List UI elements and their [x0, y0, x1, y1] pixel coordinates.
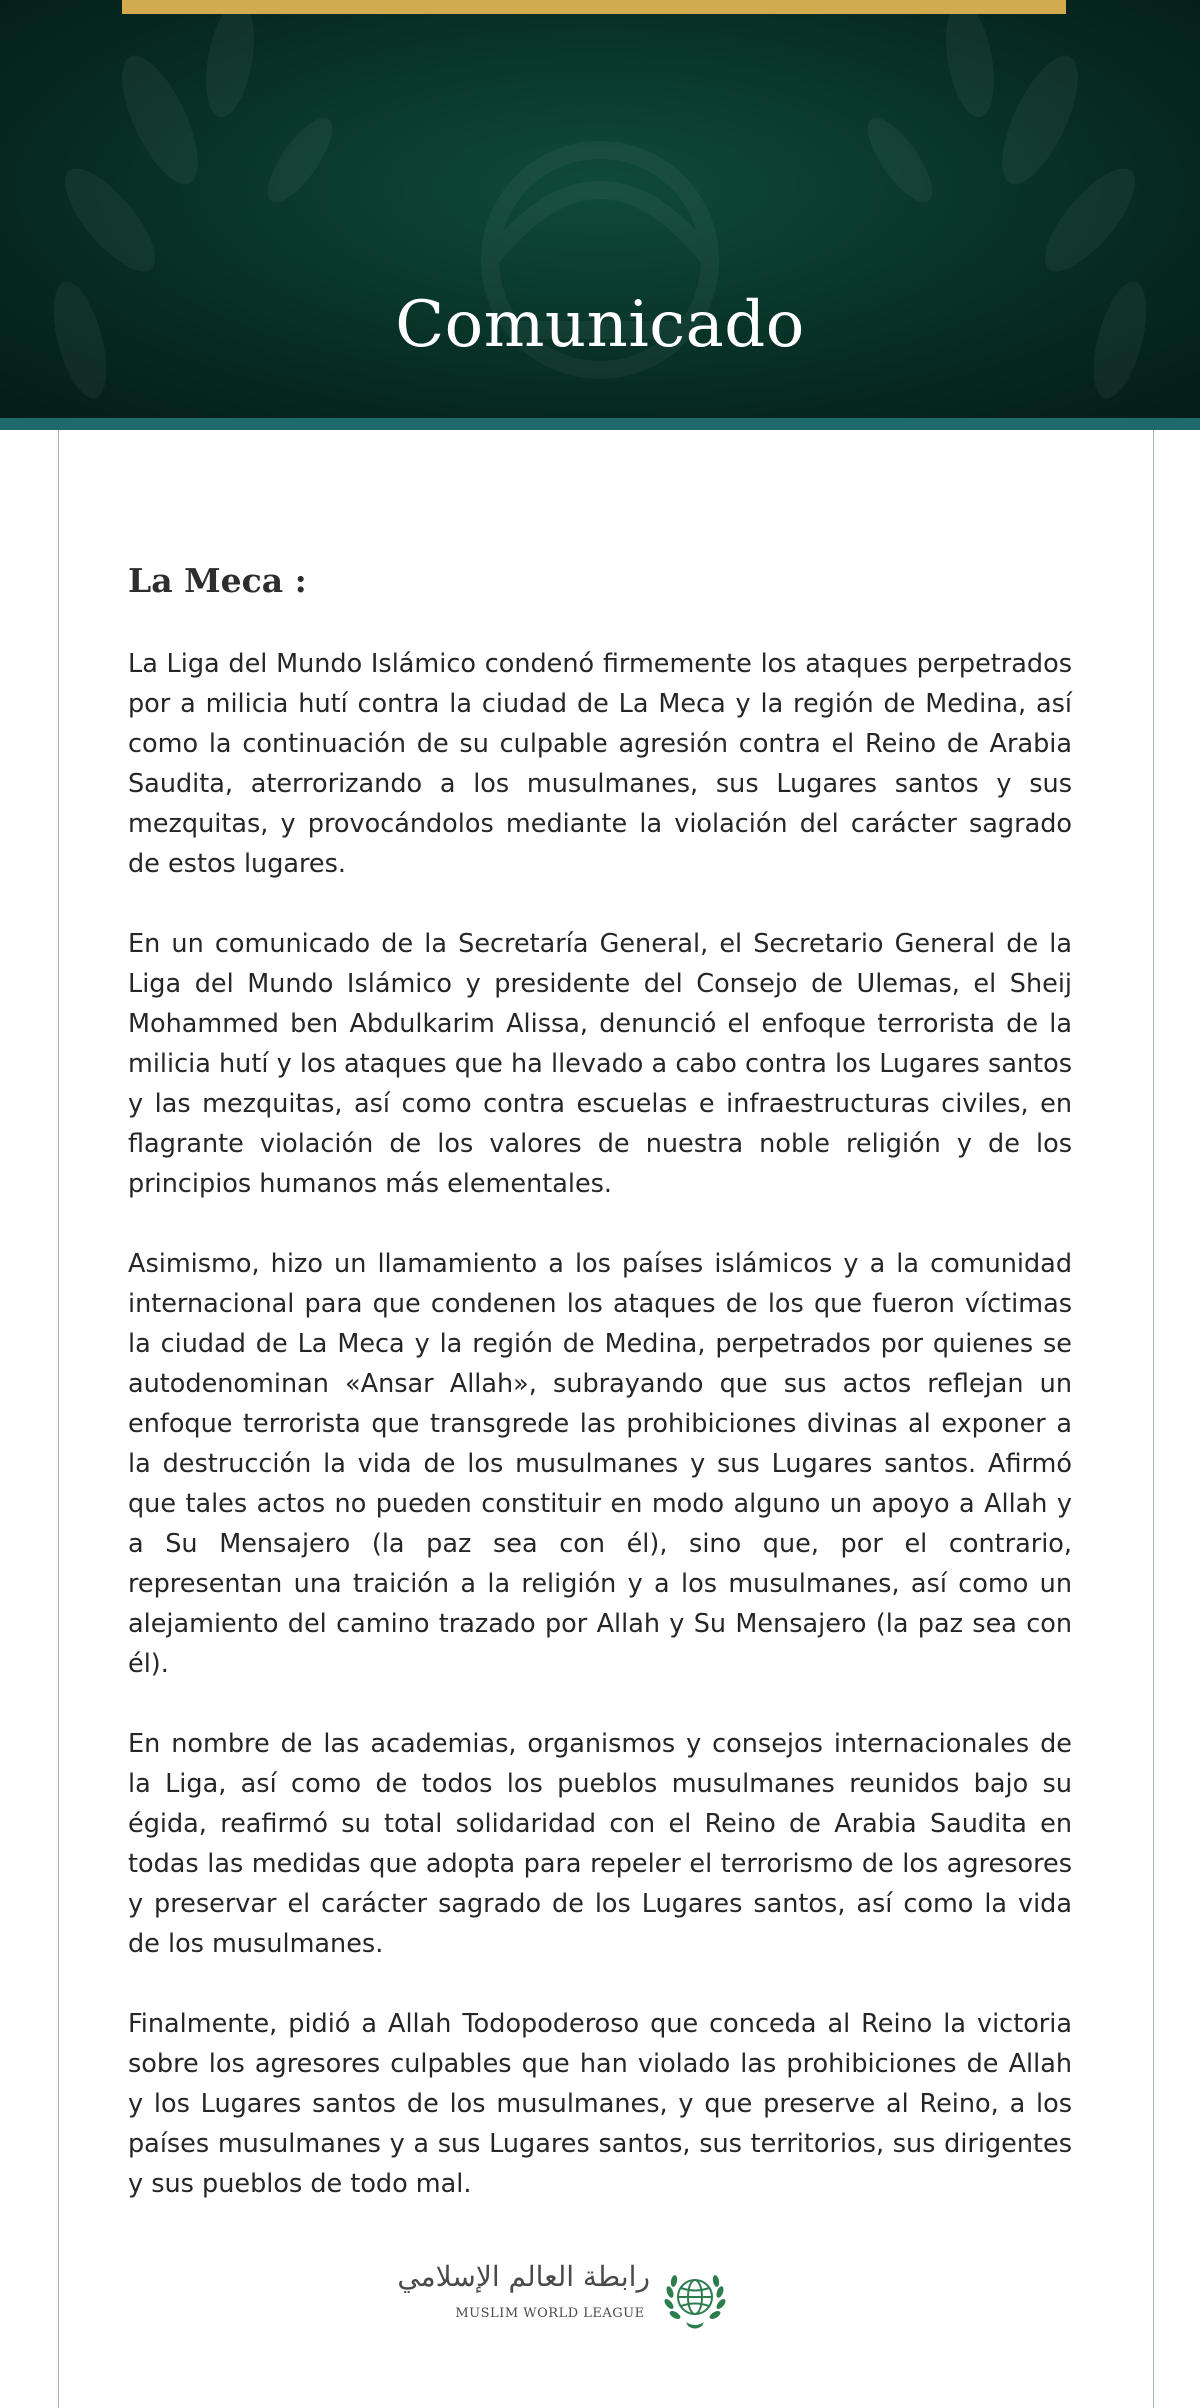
header-banner — [0, 0, 1200, 418]
article-paragraph-5: Finalmente, pidió a Allah Todopoderoso que conceda al Reino la victoria sobre los agresores culpables que han violado las prohibiciones de Allah y los Lugares santos de los musulmanes, y que preserve al Reino, a los países musulmanes y a sus Lugares santos, sus territorios, sus dirigentes y sus pueblos de todo mal. — [128, 2009, 1072, 2199]
teal-divider-bar — [0, 418, 1200, 430]
article-body — [128, 556, 1072, 2244]
dateline: La Meca : — [128, 561, 307, 600]
page-title: Comunicado — [395, 288, 805, 362]
article-paragraph-1: La Liga del Mundo Islámico condenó firmemente los ataques perpetrados por a milicia hutí contra la ciudad de La Meca y la región de Medina, así como la continuación de su culpable agresión contra el Reino de Arabia Saudita, aterrorizando a los musulmanes, sus Lugares santos y sus mezquitas, y provocándolos mediante la violación del carácter sagrado de estos lugares. — [128, 649, 1072, 879]
muslim-world-league-logo — [397, 2258, 748, 2338]
article-paragraph-2: En un comunicado de la Secretaría General, el Secretario General de la Liga del Mundo Islámico y presidente del Consejo de Ulemas, el Sheij Mohammed ben Abdulkarim Alissa, denunció el enfoque terrorista de la milicia hutí y los ataques que ha llevado a cabo contra los Lugares santos y las mezquitas, así como contra escuelas e infraestructuras civiles, en flagrante violación de los valores de nuestra noble religión y de los principios humanos más elementales. — [128, 929, 1072, 1199]
frame-right-line — [1153, 430, 1154, 2408]
article-paragraph-4: En nombre de las academias, organismos y consejos internacionales de la Liga, así como de todos los pueblos musulmanes reunidos bajo su égida, reafirmó su total solidaridad con el Reino de Arabia Saudita en todas las medidas que adopta para repeler el terrorismo de los agresores y preservar el carácter sagrado de los Lugares santos, así como la vida de los musulmanes. — [128, 1729, 1072, 1959]
logo-english-text: MUSLIM WORLD LEAGUE — [455, 2306, 645, 2321]
globe-wreath-icon — [658, 2262, 732, 2336]
logo-arabic-text: رابطة العالم الإسلامي — [397, 2260, 650, 2293]
gold-top-bar — [122, 0, 1066, 14]
article-paragraph-3: Asimismo, hizo un llamamiento a los países islámicos y a la comunidad internacional para que condenen los ataques de los que fueron víctimas la ciudad de La Meca y la región de Medina, perpetrados por quienes se autodenominan «Ansar Allah», subrayando que sus actos reflejan un enfoque terrorista que transgrede las prohibiciones divinas al exponer a la destrucción la vida de los musulmanes y sus Lugares santos. Afirmó que tales actos no pueden constituir en modo alguno un apoyo a Allah y a Su Mensajero (la paz sea con él), sino que, por el contrario, representan una traición a la religión y a los musulmanes, así como un alejamiento del camino trazado por Allah y Su Mensajero (la paz sea con él). — [128, 1249, 1072, 1679]
frame-left-line — [58, 430, 59, 2408]
